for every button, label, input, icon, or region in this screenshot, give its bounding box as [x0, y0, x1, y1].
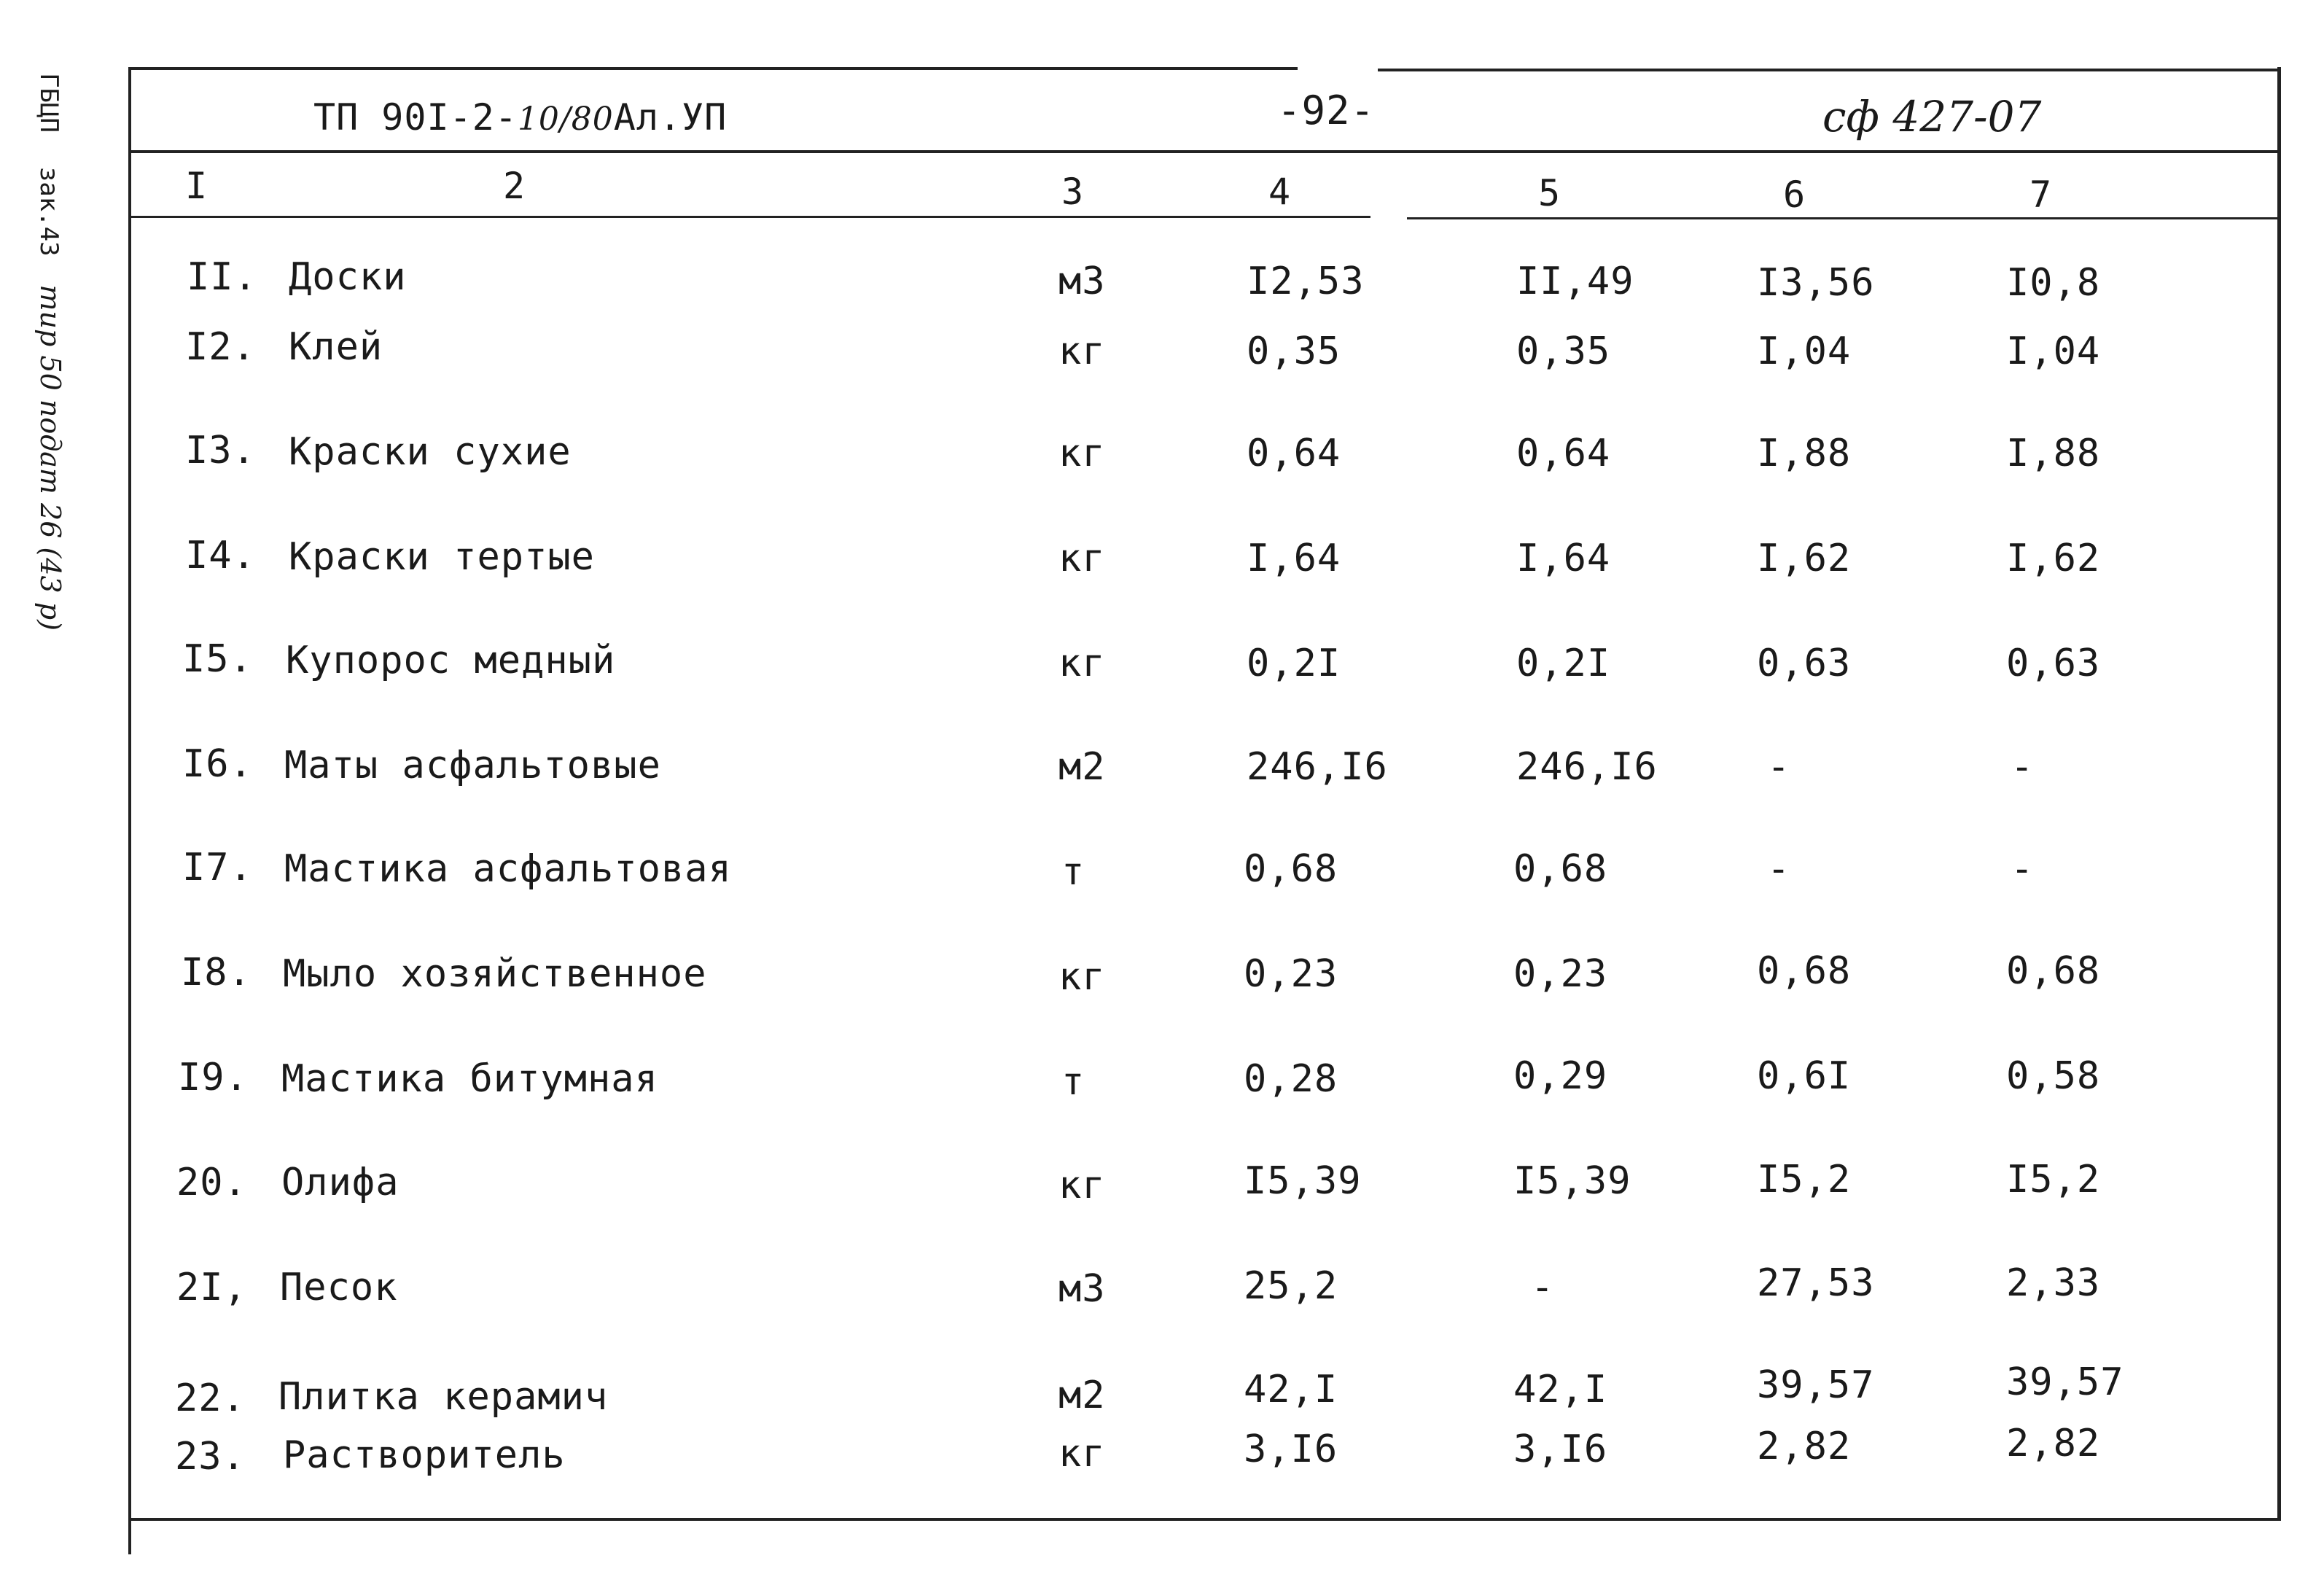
document-code [313, 96, 727, 139]
col4-value: 246,I6 [1247, 745, 1388, 789]
col7-value: 39,57 [2006, 1360, 2124, 1404]
material-name: Маты асфальтовые [284, 744, 661, 787]
col5-value: 3,I6 [1513, 1428, 1608, 1471]
row-number: I9. [178, 1056, 249, 1099]
frame-left [128, 67, 131, 1554]
col5-value: I,64 [1516, 537, 1611, 580]
col7-value: 0,63 [2006, 642, 2101, 685]
material-name: Купорос медный [286, 639, 616, 682]
col6-value: I,62 [1757, 537, 1852, 580]
col6-value: 0,6I [1757, 1054, 1852, 1098]
material-name: Олифа [281, 1161, 399, 1204]
unit: м2 [1058, 745, 1106, 789]
document-code-suffix: Ал.УП [613, 96, 728, 139]
col6-value: I3,56 [1757, 261, 1875, 305]
col7-value: 2,33 [2006, 1261, 2101, 1305]
material-name: Мыло хозяйственное [283, 952, 707, 996]
col5-value: 0,23 [1513, 952, 1608, 996]
col5-value: 0,29 [1513, 1054, 1608, 1098]
col4-value: 0,23 [1244, 952, 1338, 996]
row-number: I5. [182, 637, 253, 681]
col7-value: I,88 [2006, 432, 2101, 475]
col6-value: 39,57 [1757, 1363, 1875, 1407]
row-number: I3. [185, 429, 256, 472]
page-number: -92- [1277, 87, 1376, 133]
col5-value: 0,64 [1516, 432, 1611, 475]
frame-bottom [128, 1518, 2280, 1521]
col7-value: I,62 [2006, 537, 2101, 580]
header-rule [131, 150, 2279, 153]
col4-value: 0,28 [1244, 1057, 1338, 1101]
row-number: II. [187, 255, 257, 299]
col6-value: - [1767, 745, 1791, 789]
col7-value: 2,82 [2006, 1422, 2101, 1465]
column-header-rule-right [1407, 217, 2279, 219]
col7-value: I,04 [2006, 330, 2101, 373]
margin-handwritten: тир 50 подат 26 (43 р) [34, 284, 66, 631]
unit: кг [1058, 330, 1106, 373]
frame-top-left [131, 67, 1298, 70]
row-number: 22. [175, 1376, 246, 1420]
col5-value: 0,2I [1516, 642, 1611, 685]
unit: м3 [1058, 1267, 1106, 1311]
material-name: Мастика асфальтовая [284, 847, 732, 891]
row-number: 23. [175, 1435, 246, 1479]
col4-value: 25,2 [1244, 1264, 1338, 1308]
margin-order: зак.43 [34, 166, 63, 257]
material-name: Растворитель [283, 1433, 566, 1477]
col7-value: I0,8 [2006, 261, 2101, 305]
col7-value: 0,68 [2006, 949, 2101, 993]
unit: т [1061, 1060, 1085, 1104]
col6-value: 0,63 [1757, 642, 1852, 685]
col4-value: I,64 [1247, 537, 1341, 580]
column-header-6: 6 [1783, 174, 1806, 216]
col7-value: 0,58 [2006, 1054, 2101, 1098]
material-name: Мастика битумная [281, 1057, 658, 1101]
unit: кг [1058, 1432, 1106, 1476]
col5-value: 0,35 [1516, 330, 1611, 373]
col4-value: 3,I6 [1244, 1428, 1338, 1471]
row-number: I8. [181, 951, 251, 994]
col6-value: - [1767, 847, 1791, 891]
col4-value: 0,35 [1247, 330, 1341, 373]
col6-value: I,04 [1757, 330, 1852, 373]
col5-value: II,49 [1516, 260, 1634, 303]
column-header-5: 5 [1538, 172, 1561, 214]
column-header-4: 4 [1268, 171, 1292, 213]
col5-value: 246,I6 [1516, 745, 1658, 789]
col6-value: 27,53 [1757, 1261, 1875, 1305]
material-name: Доски [289, 255, 407, 299]
column-header-rule-left [131, 216, 1370, 218]
unit: кг [1058, 537, 1106, 580]
unit: кг [1058, 642, 1106, 685]
col4-value: 0,64 [1247, 432, 1341, 475]
unit: м3 [1058, 260, 1106, 303]
document-code-prefix: ТП 90I-2- [313, 96, 518, 139]
column-header-2: 2 [503, 165, 526, 207]
row-number: 2I, [176, 1266, 247, 1309]
material-name: Краски тертые [289, 535, 595, 579]
material-name: Песок [280, 1266, 398, 1309]
column-header-3: 3 [1061, 171, 1085, 213]
unit: т [1061, 850, 1085, 894]
row-number: I4. [185, 534, 256, 577]
col4-value: 0,2I [1247, 642, 1341, 685]
row-number: I7. [182, 846, 253, 889]
row-number: 20. [176, 1161, 247, 1204]
col7-value: - [2011, 745, 2035, 789]
col4-value: I2,53 [1247, 260, 1365, 303]
col4-value: I5,39 [1244, 1159, 1362, 1203]
frame-top-right [1378, 69, 2279, 71]
unit: м2 [1058, 1374, 1106, 1417]
document-code-handwritten: 10/80 [517, 101, 614, 138]
margin-stamp: ГБЦП [34, 73, 63, 133]
col6-value: I5,2 [1757, 1158, 1852, 1201]
row-number: I6. [182, 742, 253, 786]
col7-value: I5,2 [2006, 1158, 2101, 1201]
frame-right [2277, 67, 2281, 1521]
col4-value: 0,68 [1244, 847, 1338, 891]
col6-value: I,88 [1757, 432, 1852, 475]
col6-value: 0,68 [1757, 949, 1852, 993]
col5-value: 0,68 [1513, 847, 1608, 891]
material-name: Клей [289, 325, 383, 369]
material-name: Плитка керамич [278, 1375, 609, 1419]
col5-value: 42,I [1513, 1368, 1608, 1411]
column-header-1: I [185, 165, 208, 207]
col7-value: - [2011, 847, 2035, 891]
margin-note [36, 73, 64, 631]
col6-value: 2,82 [1757, 1425, 1852, 1468]
unit: кг [1058, 1164, 1106, 1207]
material-name: Краски сухие [289, 430, 572, 474]
unit: кг [1058, 432, 1106, 475]
row-number: I2. [185, 325, 256, 369]
handwritten-reference: сф 427-07 [1822, 92, 2042, 141]
unit: кг [1058, 955, 1106, 999]
col5-value: I5,39 [1513, 1159, 1631, 1203]
column-header-7: 7 [2029, 174, 2053, 216]
col5-value: - [1531, 1266, 1555, 1309]
col4-value: 42,I [1244, 1368, 1338, 1411]
